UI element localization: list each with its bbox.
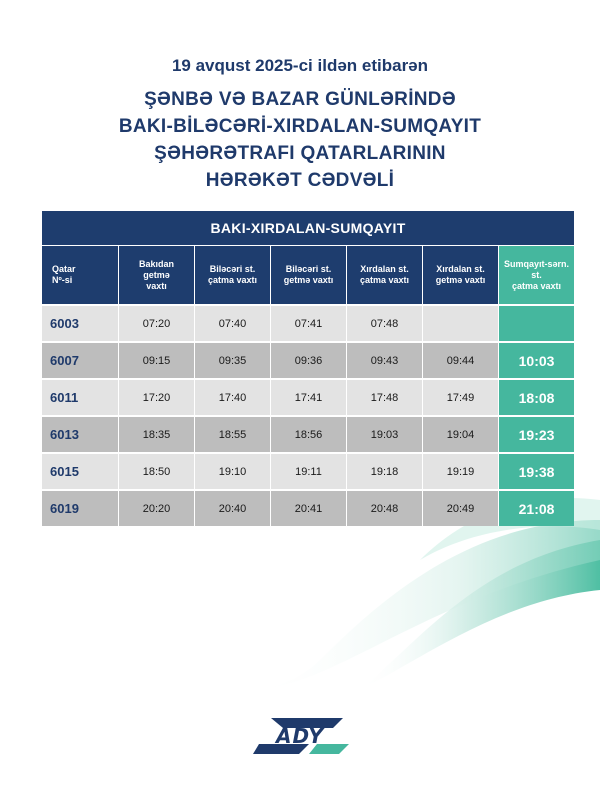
time-cell: 19:19 [422, 452, 498, 489]
table-row [42, 304, 574, 341]
arrival-time-sumqayit: 19:23 [498, 415, 574, 452]
time-cell: 18:55 [194, 415, 270, 452]
column-header-3: Biləcəri st. getmə vaxtı [270, 245, 346, 304]
time-cell: 20:48 [346, 489, 422, 526]
column-header-0: Qatar Nº-si [42, 245, 118, 304]
time-cell: 19:11 [270, 452, 346, 489]
time-cell: 19:10 [194, 452, 270, 489]
route-title: BAKI-XIRDALAN-SUMQAYIT [42, 211, 574, 245]
time-cell: 17:20 [118, 378, 194, 415]
time-cell: 17:49 [422, 378, 498, 415]
arrival-time-sumqayit: 19:38 [498, 452, 574, 489]
effective-date: 19 avqust 2025-ci ildən etibarən [171, 56, 429, 75]
title-line-2: BAKI-BİLƏCƏRİ-XIRDALAN-SUMQAYIT [118, 116, 482, 137]
schedule-table [42, 211, 574, 526]
time-cell: 18:50 [118, 452, 194, 489]
schedule-table-container [42, 211, 574, 526]
time-cell: 20:40 [194, 489, 270, 526]
time-cell: 19:04 [422, 415, 498, 452]
time-cell: 07:41 [270, 304, 346, 341]
train-number: 6019 [42, 489, 118, 526]
time-cell: 07:48 [346, 304, 422, 341]
header [0, 56, 600, 194]
train-number: 6015 [42, 452, 118, 489]
title-line-1: ŞƏNBƏ VƏ BAZAR GÜNLƏRİNDƏ [144, 89, 456, 110]
time-cell: 17:41 [270, 378, 346, 415]
time-cell: 09:15 [118, 341, 194, 378]
time-cell: 09:43 [346, 341, 422, 378]
time-cell: 18:35 [118, 415, 194, 452]
train-number: 6007 [42, 341, 118, 378]
column-header-2: Biləcəri st. çatma vaxtı [194, 245, 270, 304]
table-row [42, 489, 574, 526]
time-cell: 19:03 [346, 415, 422, 452]
time-cell: 20:20 [118, 489, 194, 526]
time-cell: 17:40 [194, 378, 270, 415]
arrival-time-sumqayit: 21:08 [498, 489, 574, 526]
arrival-time-sumqayit: 10:03 [498, 341, 574, 378]
table-row [42, 415, 574, 452]
arrival-time-sumqayit [498, 304, 574, 341]
time-cell: 07:40 [194, 304, 270, 341]
time-cell: 20:41 [270, 489, 346, 526]
table-row [42, 452, 574, 489]
column-header-6: Sumqayıt-sərn. st. çatma vaxtı [498, 245, 574, 304]
time-cell: 09:44 [422, 341, 498, 378]
ady-logo-text: ADY [275, 724, 324, 748]
time-cell: 20:49 [422, 489, 498, 526]
time-cell: 09:36 [270, 341, 346, 378]
table-row [42, 341, 574, 378]
time-cell: 18:56 [270, 415, 346, 452]
train-number: 6013 [42, 415, 118, 452]
time-cell [422, 304, 498, 341]
time-cell: 07:20 [118, 304, 194, 341]
train-number: 6003 [42, 304, 118, 341]
title-line-3: ŞƏHƏRƏTRAFI QATARLARININ [154, 143, 446, 164]
column-header-4: Xırdalan st. çatma vaxtı [346, 245, 422, 304]
title-line-4: HƏRƏKƏT CƏDVƏLİ [205, 170, 395, 191]
table-row [42, 378, 574, 415]
time-cell: 17:48 [346, 378, 422, 415]
schedule-body [42, 304, 574, 526]
time-cell: 09:35 [194, 341, 270, 378]
train-number: 6011 [42, 378, 118, 415]
time-cell: 19:18 [346, 452, 422, 489]
column-header-1: Bakıdan getmə vaxtı [118, 245, 194, 304]
column-header-row [42, 245, 574, 304]
column-header-5: Xırdalan st. getmə vaxtı [422, 245, 498, 304]
arrival-time-sumqayit: 18:08 [498, 378, 574, 415]
